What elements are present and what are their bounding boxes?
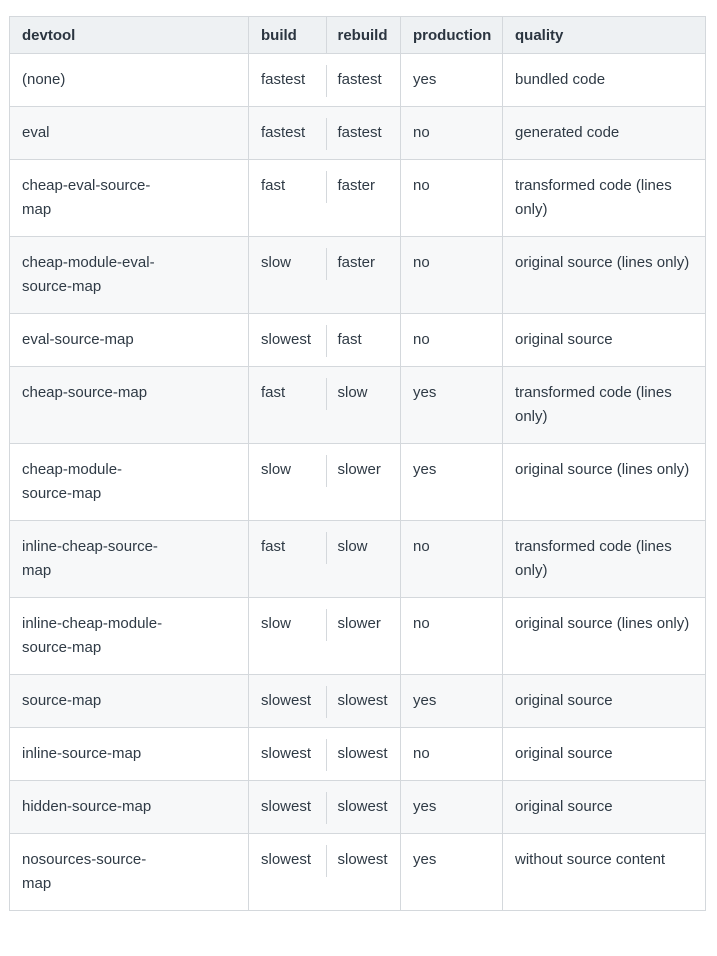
cell-rebuild-label: slowest [337, 798, 388, 815]
cell-build: slowest [249, 781, 326, 834]
cell-rebuild-label: slow [337, 538, 368, 555]
cell-build: slowest [249, 675, 326, 728]
column-divider [326, 118, 327, 150]
cell-production: no [401, 598, 503, 675]
cell-production: no [401, 160, 503, 237]
cell-rebuild [326, 598, 401, 675]
cell-devtool: inline-source-map [10, 728, 249, 781]
cell-devtool: eval-source-map [10, 314, 249, 367]
cell-rebuild-label: faster [337, 254, 376, 271]
column-divider [326, 739, 327, 771]
cell-build: fast [249, 367, 326, 444]
cell-production: no [401, 728, 503, 781]
cell-devtool: (none) [10, 54, 249, 107]
cell-build: fastest [249, 107, 326, 160]
cell-quality: transformed code (lines only) [503, 160, 706, 237]
table-row [10, 54, 706, 107]
header-build: build [249, 17, 326, 54]
cell-rebuild [326, 675, 401, 728]
table-row [10, 834, 706, 911]
column-divider [326, 325, 327, 357]
cell-rebuild-label: slowest [337, 851, 388, 868]
cell-production: no [401, 314, 503, 367]
cell-build: slowest [249, 728, 326, 781]
header-rebuild-label: rebuild [337, 27, 388, 44]
column-divider [326, 609, 327, 641]
cell-rebuild [326, 834, 401, 911]
column-divider [326, 792, 327, 824]
cell-devtool: cheap-module-source-map [10, 444, 249, 521]
cell-rebuild [326, 314, 401, 367]
cell-rebuild [326, 54, 401, 107]
cell-rebuild [326, 781, 401, 834]
cell-rebuild-label: fastest [337, 124, 382, 141]
cell-rebuild-label: faster [337, 177, 376, 194]
cell-quality: original source [503, 314, 706, 367]
cell-build: slow [249, 598, 326, 675]
table-row [10, 598, 706, 675]
column-divider [326, 845, 327, 877]
cell-devtool: nosources-source-map [10, 834, 249, 911]
cell-rebuild [326, 444, 401, 521]
cell-quality: original source (lines only) [503, 598, 706, 675]
cell-devtool: inline-cheap-source-map [10, 521, 249, 598]
cell-build: slow [249, 237, 326, 314]
table-row [10, 675, 706, 728]
cell-build: slowest [249, 314, 326, 367]
cell-production: yes [401, 781, 503, 834]
column-divider [326, 248, 327, 280]
table-row [10, 728, 706, 781]
table-row [10, 781, 706, 834]
cell-quality: original source [503, 728, 706, 781]
cell-devtool: cheap-eval-source-map [10, 160, 249, 237]
cell-devtool: hidden-source-map [10, 781, 249, 834]
column-divider [326, 171, 327, 203]
cell-rebuild [326, 237, 401, 314]
cell-build: slow [249, 444, 326, 521]
header-quality: quality [503, 17, 706, 54]
cell-production: yes [401, 834, 503, 911]
cell-rebuild [326, 728, 401, 781]
cell-quality: without source content [503, 834, 706, 911]
cell-production: no [401, 107, 503, 160]
cell-rebuild-label: slower [337, 461, 381, 478]
table-row [10, 521, 706, 598]
devtool-comparison-table [9, 16, 706, 911]
table-header [10, 17, 706, 54]
column-divider [326, 17, 327, 53]
cell-devtool: cheap-module-eval-source-map [10, 237, 249, 314]
cell-production: no [401, 521, 503, 598]
column-divider [326, 455, 327, 487]
cell-rebuild [326, 367, 401, 444]
cell-rebuild-label: slow [337, 384, 368, 401]
header-row [10, 17, 706, 54]
table-row [10, 107, 706, 160]
cell-rebuild-label: slowest [337, 692, 388, 709]
cell-build: fast [249, 160, 326, 237]
column-divider [326, 65, 327, 97]
header-production: production [401, 17, 503, 54]
cell-rebuild-label: slower [337, 615, 381, 632]
table-row [10, 444, 706, 521]
table-body [10, 54, 706, 911]
header-devtool: devtool [10, 17, 249, 54]
cell-production: yes [401, 675, 503, 728]
cell-devtool: inline-cheap-module-source-map [10, 598, 249, 675]
cell-build: slowest [249, 834, 326, 911]
cell-rebuild-label: fastest [337, 71, 382, 88]
cell-devtool: eval [10, 107, 249, 160]
cell-rebuild [326, 107, 401, 160]
cell-quality: original source [503, 781, 706, 834]
cell-production: no [401, 237, 503, 314]
cell-quality: original source (lines only) [503, 444, 706, 521]
cell-rebuild [326, 521, 401, 598]
cell-build: fastest [249, 54, 326, 107]
column-divider [326, 378, 327, 410]
cell-production: yes [401, 367, 503, 444]
column-divider [326, 686, 327, 718]
cell-rebuild-label: fast [337, 331, 362, 348]
cell-quality: generated code [503, 107, 706, 160]
cell-devtool: cheap-source-map [10, 367, 249, 444]
table-row [10, 160, 706, 237]
cell-rebuild [326, 160, 401, 237]
cell-quality: transformed code (lines only) [503, 521, 706, 598]
cell-production: yes [401, 444, 503, 521]
table-row [10, 367, 706, 444]
cell-rebuild-label: slowest [337, 745, 388, 762]
cell-quality: original source (lines only) [503, 237, 706, 314]
cell-devtool: source-map [10, 675, 249, 728]
cell-quality: original source [503, 675, 706, 728]
devtool-comparison-table-wrapper [9, 16, 705, 911]
cell-build: fast [249, 521, 326, 598]
header-rebuild [326, 17, 401, 54]
cell-quality: transformed code (lines only) [503, 367, 706, 444]
column-divider [326, 532, 327, 564]
cell-quality: bundled code [503, 54, 706, 107]
cell-production: yes [401, 54, 503, 107]
table-row [10, 314, 706, 367]
table-row [10, 237, 706, 314]
